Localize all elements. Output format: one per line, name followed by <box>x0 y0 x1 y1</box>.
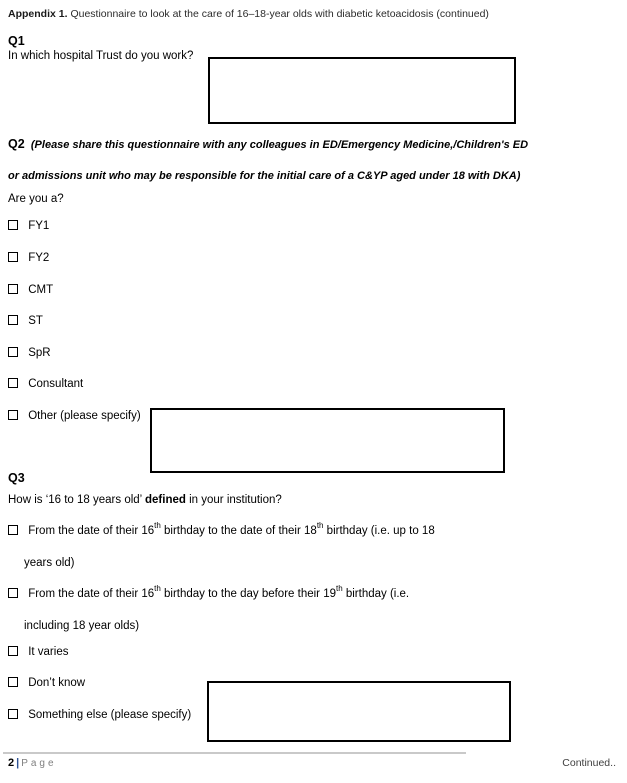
q2-option-consultant <box>8 378 83 390</box>
superscript-th: th <box>335 584 343 594</box>
checkbox-icon[interactable] <box>8 588 18 598</box>
checkbox-icon[interactable] <box>8 284 18 294</box>
q2-option-fy2 <box>8 252 49 264</box>
q2-option-spr <box>8 347 51 359</box>
q3-option-1-line2: years old) <box>24 557 75 569</box>
q1-label: Q1 <box>8 34 25 48</box>
q3-option-1-line1 <box>8 521 435 537</box>
q2-other-answer-box[interactable] <box>150 408 505 473</box>
option-label: Other (please specify) <box>28 410 141 422</box>
q3-option-dont-know <box>8 677 85 689</box>
option-label: Something else (please specify) <box>28 709 192 721</box>
option-label: Don’t know <box>28 677 86 689</box>
q2-question: Are you a? <box>8 193 64 205</box>
q3-option-2-line2: including 18 year olds) <box>24 620 140 632</box>
option-label: ST <box>28 315 43 327</box>
q1-answer-box[interactable] <box>208 57 516 124</box>
option-label: Consultant <box>28 378 84 390</box>
q3-something-else-answer-box[interactable] <box>207 681 511 742</box>
option-label: CMT <box>28 284 54 296</box>
superscript-th: th <box>316 521 324 531</box>
option-label: FY2 <box>28 252 50 264</box>
checkbox-icon[interactable] <box>8 315 18 325</box>
page-separator: | <box>16 757 20 769</box>
option-label: From the date of their 16th birthday to the date of their 18th birthday (i.e. up to 18 <box>28 521 435 537</box>
checkbox-icon[interactable] <box>8 252 18 262</box>
page-number-footer <box>8 757 57 769</box>
appendix-title: Questionnaire to look at the care of 16–18-year olds with diabetic ketoacidosis (continued) <box>70 8 489 20</box>
checkbox-icon[interactable] <box>8 410 18 420</box>
page-number: 2 <box>8 757 15 769</box>
q1-question: In which hospital Trust do you work? <box>8 50 194 62</box>
option-label: FY1 <box>28 220 50 232</box>
appendix-label: Appendix 1. <box>8 8 68 20</box>
option-label: From the date of their 16th birthday to the day before their 19th birthday (i.e. <box>28 584 410 600</box>
q2-option-st <box>8 315 43 327</box>
q3-option-something-else <box>8 709 191 721</box>
checkbox-icon[interactable] <box>8 378 18 388</box>
q2-note-line1 <box>8 137 528 151</box>
superscript-th: th <box>154 521 161 531</box>
q3-question-prefix: How is ‘16 to 18 years old’ <box>8 494 146 506</box>
checkbox-icon[interactable] <box>8 709 18 719</box>
option-label: It varies <box>28 646 69 658</box>
q2-option-other <box>8 410 141 422</box>
page-word: Page <box>21 758 57 769</box>
q3-option-it-varies <box>8 646 68 658</box>
q3-question <box>8 494 282 506</box>
q2-note-text-1: (Please share this questionnaire with any colleagues in ED/Emergency Medicine,/Children's ED <box>30 139 529 151</box>
q2-note-line2: or admissions unit who may be responsible for the initial care of a C&YP aged under 18 with DKA) <box>8 170 521 182</box>
footer-divider <box>3 752 466 754</box>
superscript-th: th <box>154 584 161 594</box>
continued-note: Continued.. <box>562 757 616 769</box>
checkbox-icon[interactable] <box>8 220 18 230</box>
q3-label: Q3 <box>8 471 25 485</box>
checkbox-icon[interactable] <box>8 525 18 535</box>
checkbox-icon[interactable] <box>8 677 18 687</box>
option-label: SpR <box>28 347 51 359</box>
q3-option-2-line1 <box>8 584 410 600</box>
appendix-header <box>8 8 489 20</box>
q2-option-cmt <box>8 284 53 296</box>
checkbox-icon[interactable] <box>8 646 18 656</box>
q3-question-suffix: in your institution? <box>185 494 282 506</box>
checkbox-icon[interactable] <box>8 347 18 357</box>
q2-option-fy1 <box>8 220 49 232</box>
q3-question-emphasis: defined <box>145 494 186 506</box>
q2-label: Q2 <box>8 137 25 151</box>
